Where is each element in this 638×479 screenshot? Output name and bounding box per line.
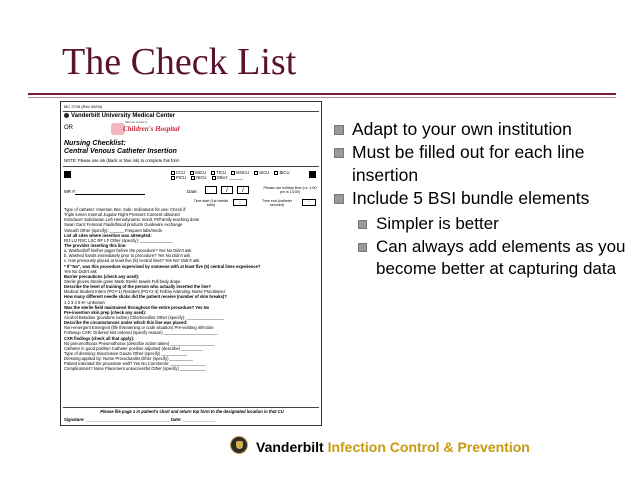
form-line: Non-emergent Emergent (life threatening or code situation) Pre-existing infection — [64, 325, 214, 331]
form-line: Was the sterile field maintained throughout the entire procedure? Yes No — [64, 304, 210, 310]
unit-label: PICU — [176, 175, 187, 181]
form-note: NOTE: Please use ink (black or blue ink) to complete this form — [64, 158, 180, 163]
slide-title: The Check List — [62, 41, 297, 83]
date-box-month — [205, 186, 217, 194]
square-bullet-icon — [358, 220, 367, 229]
bullet-text: Include 5 BSI bundle elements — [352, 188, 590, 208]
unit-label: MICU — [195, 170, 206, 175]
time-start-box: : — [233, 199, 247, 206]
form-title — [64, 140, 177, 156]
bullet-text: Adapt to your own institution — [352, 119, 572, 139]
unit-option — [274, 170, 289, 175]
slide-footer — [256, 439, 530, 455]
form-university — [64, 113, 175, 121]
date-box-day: / — [221, 186, 233, 194]
form-line: Swan Ganz Femoral Fluids/blood products Guidewire exchange — [64, 222, 183, 228]
form-line: Dressing applied by: Nurse Proceduralist Other (specify) __________ — [64, 356, 193, 362]
form-line: List all sites where insertion was attempted: — [64, 232, 152, 238]
bullet-item — [334, 141, 632, 187]
form-line: Medical Student Intern (PGY-1) Resident (PGY2-3) Fellow Attending Nurse Practitioner — [64, 289, 226, 295]
form-signature-line: Signature: ____________________________________ Date: ______________ — [64, 417, 216, 422]
form-or: OR — [64, 125, 73, 131]
form-line: Followup CXR: Ordered Not ordered (specify reason) _______________________ — [64, 330, 218, 336]
checkbox-icon — [254, 171, 258, 175]
form-line: Complications? None Placement unsuccessful Other (specify) ___________ — [64, 366, 206, 372]
form-line: b. Washed hands immediately prior to procedure? Yes No Didn't ask — [64, 253, 191, 259]
time-start-label: Time start (1st needle stick) — [193, 199, 229, 208]
registration-mark-icon — [64, 171, 71, 178]
time-instruction: Please use military time (i.e. 1:00 pm is 13:00) — [263, 186, 317, 195]
seal-icon — [64, 113, 69, 118]
mr-label: MR #: — [64, 189, 77, 194]
square-bullet-icon — [334, 194, 344, 204]
form-line: Patient tolerated the procedure well? Yes No Comments: _______________ — [64, 361, 206, 367]
form-line: RIJ LIJ RSC LSC RF LF Other (specify): ______________ — [64, 237, 173, 243]
form-line: Yes No Didn't ask — [64, 268, 97, 274]
date-label: Date: — [187, 189, 198, 194]
logo-subtitle: Monroe Carell Jr. — [125, 120, 148, 124]
checkbox-icon — [212, 176, 216, 180]
unit-option — [191, 175, 206, 180]
form-line: 1 2 3 4 5 6+ Unknown — [64, 299, 105, 305]
title-divider — [28, 93, 616, 95]
unit-label: NICU — [196, 175, 207, 181]
form-line: Describe the circumstances under which this line was placed: — [64, 320, 188, 326]
title-divider-thin — [28, 97, 616, 98]
sub-bullet-item — [356, 236, 632, 281]
form-line: Type of catheter: Insertion Site: Side: Indications for use: Check if: — [64, 207, 187, 212]
unit-label: TICU — [216, 170, 226, 175]
time-end-box: : — [302, 199, 316, 206]
bullet-list — [334, 118, 632, 281]
square-bullet-icon — [358, 243, 367, 252]
unit-label: NSICU — [236, 170, 250, 175]
form-divider — [63, 111, 319, 112]
form-line: Type of dressing: Biooclusive Gauze Other (specify) ___________ — [64, 350, 188, 356]
unit-checkboxes — [171, 170, 313, 181]
logo-text: Children's Hospital — [123, 125, 180, 133]
form-divider — [63, 407, 319, 408]
vanderbilt-emblem-icon — [230, 436, 248, 454]
form-body — [64, 207, 320, 372]
unit-label: CCU — [176, 170, 186, 175]
bullet-item — [334, 187, 632, 210]
form-line: Vascath Other (specify): ______ Frequent labs/meds — [64, 227, 162, 233]
square-bullet-icon — [334, 125, 344, 135]
checkbox-icon — [171, 176, 175, 180]
sub-bullet-text: Can always add elements as you become better at capturing data — [376, 236, 626, 278]
form-line: No pneumothorax Pneumothorax (describe action taken) ___________________ — [64, 340, 215, 346]
sub-bullet-text: Simpler is better — [376, 214, 499, 233]
form-title-line2: Central Venous Catheter Insertion — [64, 148, 177, 156]
unit-option — [212, 175, 244, 180]
date-box-year: / — [237, 186, 249, 194]
form-line: Describe the level of training of the person who actually inserted the line? — [64, 284, 212, 290]
unit-option — [254, 170, 269, 175]
time-end-label: Time end (catheter secured) — [261, 199, 293, 208]
form-line: Introducer Subclavian Left Hemodynamic monit. Pt/Family teaching done — [64, 217, 200, 223]
form-line: a. Washed/off his/her pager before the procedure? Yes No Didn't ask — [64, 248, 192, 254]
form-id: MC 2705 (Rev 09/04) — [64, 104, 103, 109]
form-footer-note: Please file page 1 in patient's chart and return top form to the designated location in that CU — [100, 409, 284, 414]
form-line: Pre-insertion skin prep (check any used): — [64, 309, 147, 315]
form-line: Alcohol Betadine (povidone iodine) Chlorhexidine Other (specify): ________________ — [64, 314, 224, 320]
form-title-line1: Nursing Checklist: — [64, 140, 126, 147]
unit-label: BICU — [279, 170, 290, 175]
form-line: Catheter in good position Catheter position adjusted (describe) _________ — [64, 345, 203, 351]
square-bullet-icon — [334, 148, 344, 158]
sub-bullet-item — [356, 213, 632, 236]
footer-org: Vanderbilt — [256, 439, 324, 455]
form-line: Barrier precautions (check any used): — [64, 273, 140, 279]
bullet-text: Must be filled out for each line insertion — [352, 142, 585, 185]
form-university-text: Vanderbilt University Medical Center — [71, 113, 176, 120]
unit-option — [171, 175, 186, 180]
checkbox-icon — [191, 176, 195, 180]
checklist-form-image — [60, 101, 322, 426]
footer-dept: Infection Control & Prevention — [327, 439, 530, 455]
form-divider — [63, 166, 319, 167]
form-line: CXR findings (check all that apply): — [64, 335, 135, 341]
form-line: Triple lumen Internal Jugular Right Pressors Consent obtained — [64, 212, 180, 218]
form-line: * If "No", was this procedure supervised by someone with at least five (5) central lines experience? — [64, 263, 261, 269]
form-line: Sterile gloves Sterile gown Mask Sterile towels Full body drape — [64, 278, 181, 284]
unit-label: SICU — [259, 170, 270, 175]
bullet-item — [334, 118, 632, 141]
checkbox-icon — [274, 171, 278, 175]
unit-label: Other: ______ — [216, 175, 244, 181]
form-line: The provider inserting this line: — [64, 242, 127, 248]
form-line: How many different needle sticks did the patient receive (number of skin breaks)? — [64, 294, 227, 300]
mr-field-line — [75, 194, 145, 195]
form-line: c. Has previously placed at least five (5) central lines? Yes No* Didn't ask — [64, 258, 200, 264]
